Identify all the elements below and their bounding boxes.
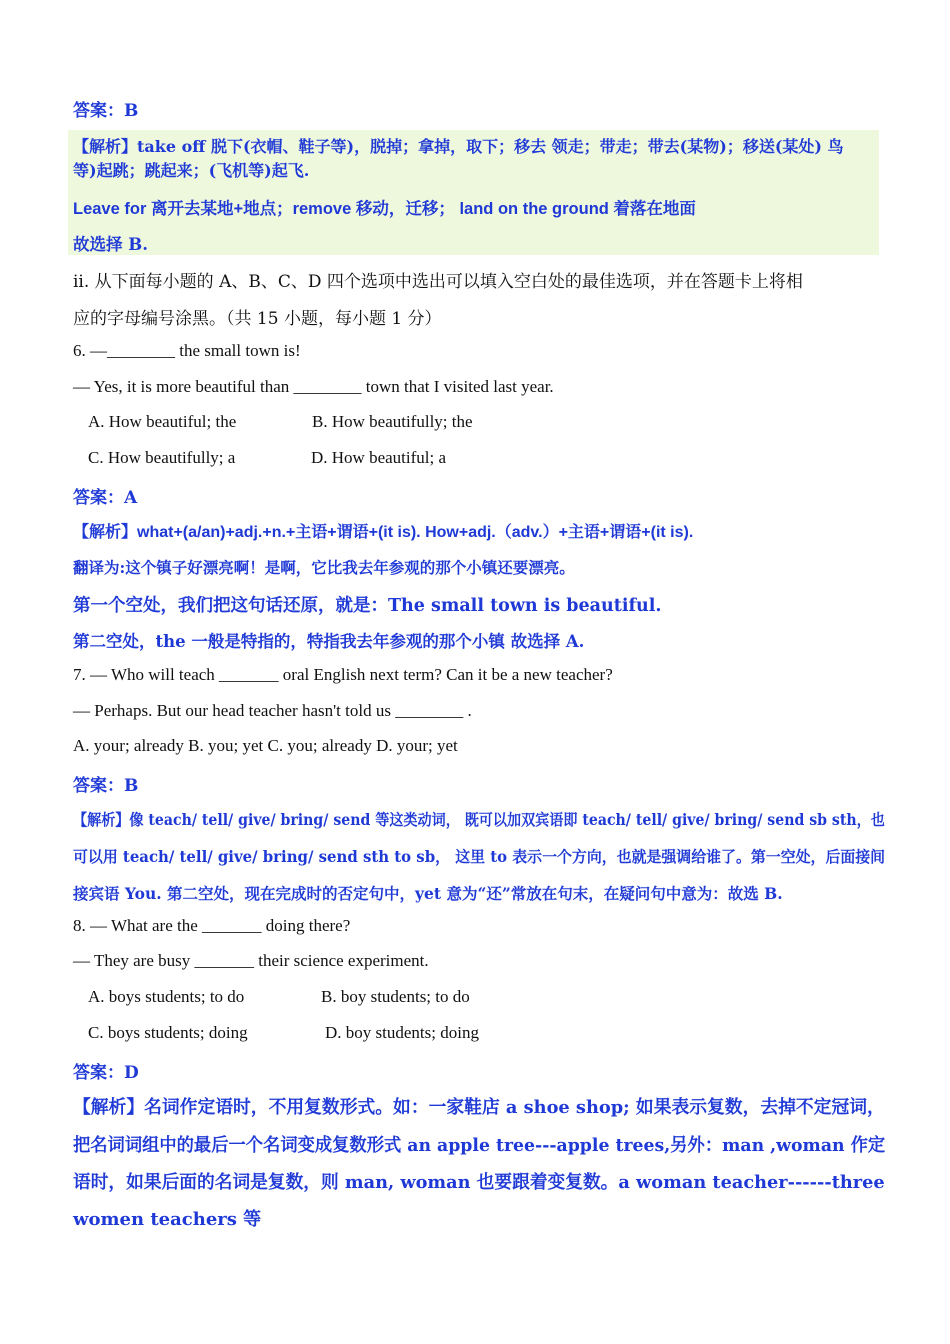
q6-reply: — Yes, it is more beautiful than ________ town that I visited last year. <box>73 377 554 396</box>
q7-options: A. your; already B. you; yet C. you; already D. your; yet <box>73 736 458 755</box>
q7-analysis-line2: 可以用 teach/ tell/ give/ bring/ send sth to sb， 这里 to 表示一个方向，也就是强调给谁了。第一空处，后面接间 <box>73 847 886 866</box>
q6-analysis-line4: 第二空处，the 一般是特指的，特指我去年参观的那个小镇 故选择 A. <box>73 632 585 651</box>
q6-option-d: D. How beautiful; a <box>311 448 447 467</box>
q5-answer: 答案：B <box>73 101 139 121</box>
section-instructions-line2: 应的字母编号涂黑。（共 15 小题，每小题 1 分） <box>73 309 442 329</box>
q6-answer: 答案：A <box>73 488 138 508</box>
q8-prompt: 8. — What are the _______ doing there? <box>73 916 351 935</box>
q6-prompt: 6. —________ the small town is! <box>73 341 301 360</box>
q6-option-c: C. How beautifully; a <box>88 448 236 467</box>
q8-answer: 答案：D <box>73 1063 139 1083</box>
q8-option-b: B. boy students; to do <box>321 987 470 1006</box>
q8-analysis-line4: women teachers 等 <box>73 1209 262 1230</box>
q8-option-d: D. boy students; doing <box>325 1023 479 1042</box>
q8-analysis-line1: 【解析】名词作定语时，不用复数形式。如：一家鞋店 a shoe shop; 如果表示复数，去掉不定冠词， <box>73 1097 885 1118</box>
q5-analysis-line1: 【解析】take off 脱下(衣帽、鞋子等)，脱掉；拿掉，取下；移去 领走；带走；带去(某物)；移送(某处) 鸟 <box>73 137 844 156</box>
q7-reply: — Perhaps. But our head teacher hasn't told us ________ . <box>73 701 472 720</box>
q8-option-c: C. boys students; doing <box>88 1023 248 1042</box>
q6-analysis-line2: 翻译为:这个镇子好漂亮啊！是啊，它比我去年参观的那个小镇还要漂亮。 <box>73 558 575 577</box>
section-instructions-line1: ii. 从下面每小题的 A、B、C、D 四个选项中选出可以填入空白处的最佳选项，并在答题卡上将相 <box>73 272 803 292</box>
q7-analysis-line3: 接宾语 You. 第二空处，现在完成时的否定句中，yet 意为“还”常放在句末，在疑问句中意为：故选 B. <box>73 884 783 903</box>
q7-answer: 答案：B <box>73 776 139 796</box>
q6-option-a: A. How beautiful; the <box>88 412 237 431</box>
q8-reply: — They are busy _______ their science experiment. <box>73 951 429 970</box>
q7-analysis-line1: 【解析】像 teach/ tell/ give/ bring/ send 等这类动词， 既可以加双宾语即 teach/ tell/ give/ bring/ send sb sth，也 <box>73 810 885 829</box>
q5-analysis-line3: Leave for 离开去某地+地点；remove 移动，迁移； land on the ground 着落在地面 <box>73 200 696 218</box>
q6-analysis-line3: 第一个空处，我们把这句话还原，就是：The small town is beautiful. <box>73 596 662 616</box>
q8-analysis-line2: 把名词词组中的最后一个名词变成复数形式 an apple tree---apple trees,另外：man ,woman 作定 <box>73 1135 886 1156</box>
q5-analysis-line4: 故选择 B. <box>73 235 148 254</box>
q5-analysis-line2: 等)起跳；跳起来；(飞机等)起飞. <box>73 161 310 180</box>
q8-option-a: A. boys students; to do <box>88 987 245 1006</box>
q6-option-b: B. How beautifully; the <box>312 412 473 431</box>
q8-analysis-line3: 语时，如果后面的名词是复数，则 man, woman 也要跟着变复数。a woman teacher------three <box>73 1172 885 1193</box>
q6-analysis-line1: 【解析】what+(a/an)+adj.+n.+主语+谓语+(it is). How+adj.（adv.）+主语+谓语+(it is). <box>73 524 694 541</box>
q7-prompt: 7. — Who will teach _______ oral English next term? Can it be a new teacher? <box>73 665 613 684</box>
